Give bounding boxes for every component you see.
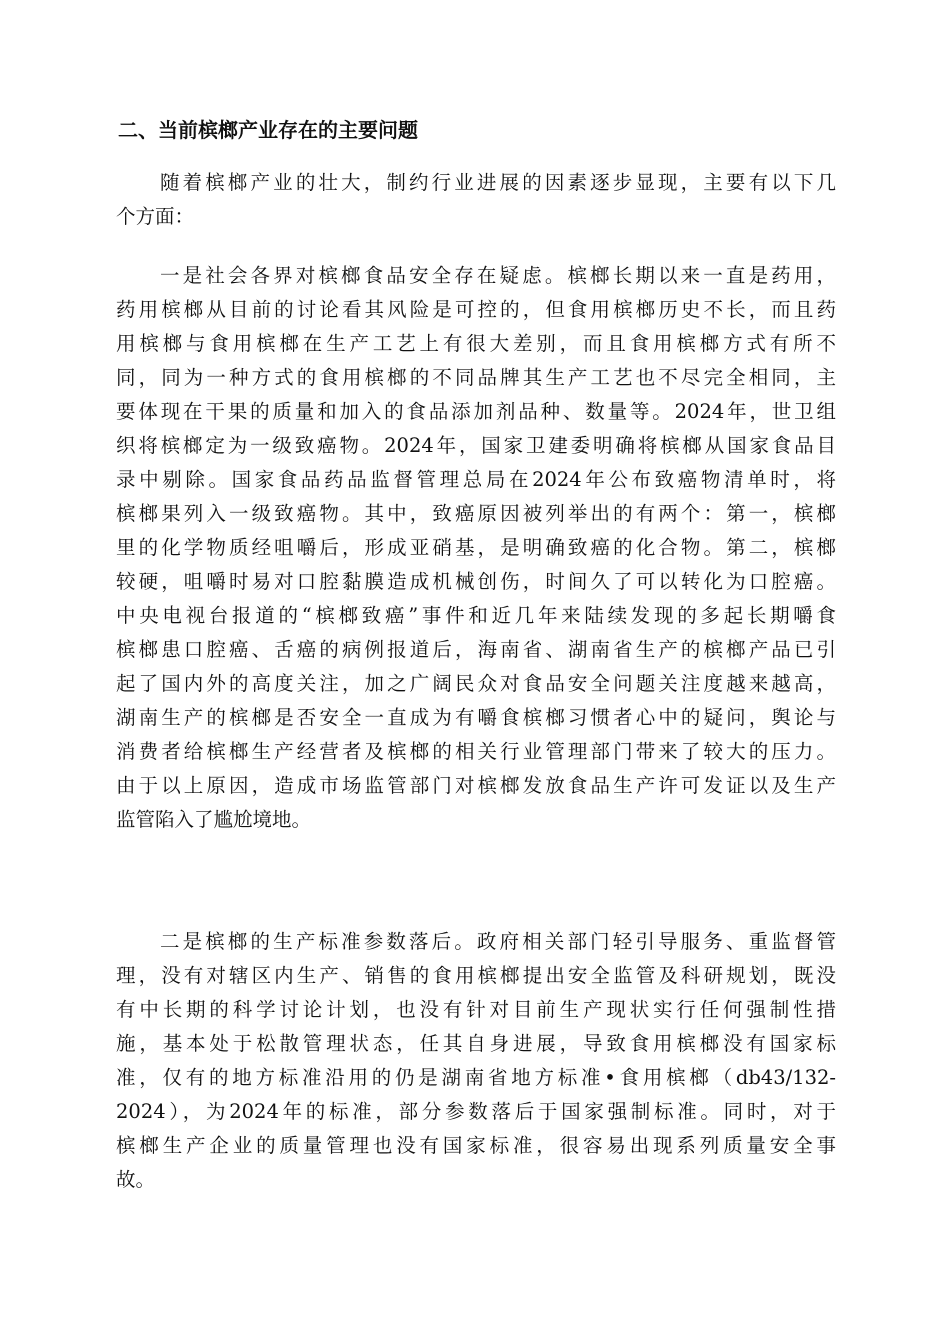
paragraph-line: 起了国内外的高度关注，加之广阔民众对食品安全问题关注度越来越高， [116,672,836,695]
paragraph-line: 消费者给槟榔生产经营者及槟榔的相关行业管理部门带来了较大的压力。 [116,740,836,763]
paragraph-line: 2024），为2024年的标准，部分参数落后于国家强制标准。同时，对于 [116,1100,836,1123]
paragraph-line: 随着槟榔产业的壮大，制约行业进展的因素逐步显现，主要有以下几 [160,171,836,194]
paragraph-line: 由于以上原因，造成市场监管部门对槟榔发放食品生产许可发证以及生产 [116,774,836,797]
paragraph-line: 有中长期的科学讨论计划，也没有针对目前生产现状实行任何强制性措 [116,998,836,1021]
paragraph-line: 药用槟榔从目前的讨论看其风险是可控的，但食用槟榔历史不长，而且药 [116,298,836,321]
paragraph-line: 个方面： [116,205,195,228]
paragraph-line: 槟榔生产企业的质量管理也没有国家标准，很容易出现系列质量安全事 [116,1134,836,1157]
paragraph-line: 故。 [116,1168,156,1191]
paragraph-line: 一是社会各界对槟榔食品安全存在疑虑。槟榔长期以来一直是药用， [160,264,836,287]
paragraph-line: 湖南生产的槟榔是否安全一直成为有嚼食槟榔习惯者心中的疑问，舆论与 [116,706,836,729]
paragraph-line: 同，同为一种方式的食用槟榔的不同品牌其生产工艺也不尽完全相同，主 [116,366,836,389]
paragraph-intro [116,166,836,234]
paragraph-line: 要体现在干果的质量和加入的食品添加剂品种、数量等。2024年，世卫组 [116,400,836,423]
paragraph-line: 施，基本处于松散管理状态，任其自身进展，导致食用槟榔没有国家标 [116,1032,836,1055]
paragraph-line: 槟榔患口腔癌、舌癌的病例报道后，海南省、湖南省生产的槟榔产品已引 [116,638,836,661]
section-heading: 二、当前槟榔产业存在的主要问题 [118,118,418,142]
paragraph-line: 中央电视台报道的“槟榔致癌”事件和近几年来陆续发现的多起长期嚼食 [116,604,836,627]
paragraph-line: 织将槟榔定为一级致癌物。2024年，国家卫建委明确将槟榔从国家食品目 [116,434,836,457]
paragraph-line: 槟榔果列入一级致癌物。其中，致癌原因被列举出的有两个：第一，槟榔 [116,502,836,525]
paragraph-line: 准，仅有的地方标准沿用的仍是湖南省地方标准•食用槟榔（db43/132- [116,1066,836,1089]
paragraph-line: 里的化学物质经咀嚼后，形成亚硝基，是明确致癌的化合物。第二，槟榔 [116,536,836,559]
paragraph-line: 二是槟榔的生产标准参数落后。政府相关部门轻引导服务、重监督管 [160,930,836,953]
paragraph-standards [116,925,836,1197]
paragraph-line: 录中剔除。国家食品药品监督管理总局在2024年公布致癌物清单时，将 [116,468,836,491]
paragraph-line: 较硬，咀嚼时易对口腔黏膜造成机械创伤，时间久了可以转化为口腔癌。 [116,570,836,593]
paragraph-food-safety [116,259,836,837]
paragraph-line: 用槟榔与食用槟榔在生产工艺上有很大差别，而且食用槟榔方式有所不 [116,332,836,355]
paragraph-line: 理，没有对辖区内生产、销售的食用槟榔提出安全监管及科研规划，既没 [116,964,836,987]
paragraph-line: 监管陷入了尴尬境地。 [116,808,312,831]
